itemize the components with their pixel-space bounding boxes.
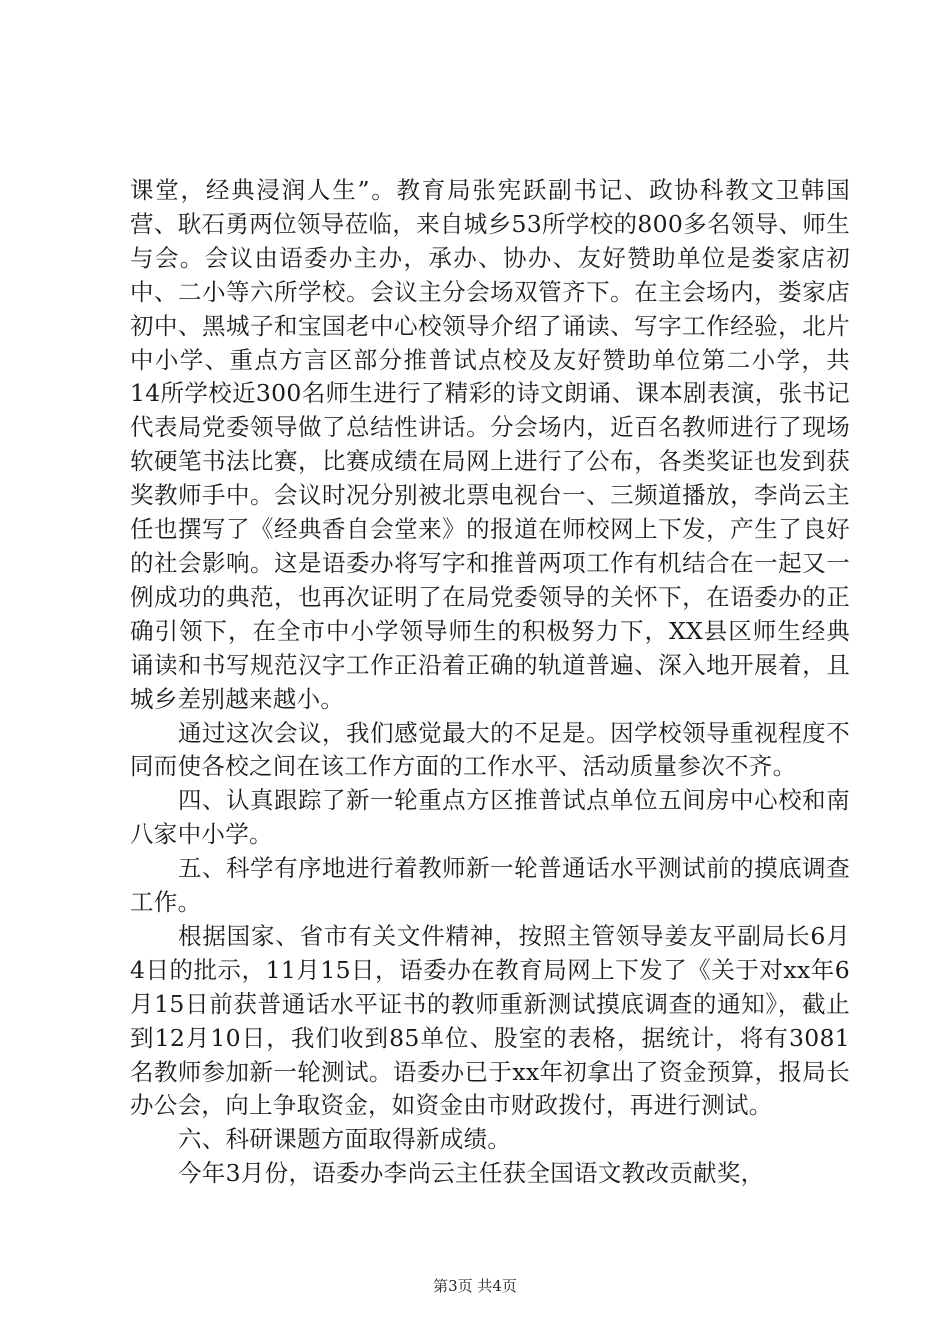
paragraph-meeting-shortcoming: 通过这次会议，我们感觉最大的不足是。因学校领导重视程度不同而使各校之间在该工作方面的工作水平、活动质量参次不齐。 bbox=[130, 718, 850, 781]
document-body bbox=[130, 174, 850, 1191]
paragraph-section-six: 六、科研课题方面取得新成绩。 bbox=[178, 1125, 512, 1154]
page-number-footer: 第3页 共4页 bbox=[433, 1277, 517, 1295]
paragraph-section-five: 五、科学有序地进行着教师新一轮普通话水平测试前的摸底调查工作。 bbox=[130, 854, 850, 917]
paragraph-survey-details: 根据国家、省市有关文件精神，按照主管领导姜友平副局长6月4日的批示，11月15日，语委办在教育局网上下发了《关于对xx年6月15日前获普通话水平证书的教师重新测试摸底调查的通知》，截止到12月10日，我们收到85单位、股室的表格，据统计，将有3081名教师参加新一轮测试。语委办已于xx年初拿出了资金预算，报局长办公会，向上争取资金，如资金由市财政拨付，再进行测试。 bbox=[130, 921, 850, 1120]
paragraph-award: 今年3月份，语委办李尚云主任获全国语文教改贡献奖， bbox=[178, 1159, 765, 1188]
paragraph-section-four: 四、认真跟踪了新一轮重点方区推普试点单位五间房中心校和南八家中小学。 bbox=[130, 786, 850, 849]
paragraph-continued: 课堂，经典浸润人生”。教育局张宪跃副书记、政协科教文卫韩国营、耿石勇两位领导莅临，来自城乡53所学校的800多名领导、师生与会。会议由语委办主办，承办、协办、友好赞助单位是娄家店初中、二小等六所学校。会议主分会场双管齐下。在主会场内，娄家店初中、黑城子和宝国老中心校领导介绍了诵读、写字工作经验，北片中小学、重点方言区部分推普试点校及友好赞助单位第二小学，共14所学校近300名师生进行了精彩的诗文朗诵、课本剧表演，张书记代表局党委领导做了总结性讲话。分会场内，近百名教师进行了现场软硬笔书法比赛，比赛成绩在局网上进行了公布，各类奖证也发到获奖教师手中。会议时况分别被北票电视台一、三频道播放，李尚云主任也撰写了《经典香自会堂来》的报道在师校网上下发，产生了良好的社会影响。这是语委办将写字和推普两项工作有机结合在一起又一例成功的典范，也再次证明了在局党委领导的关怀下，在语委办的正确引领下，在全市中小学领导师生的积极努力下，XX县区师生经典诵读和书写规范汉字工作正沿着正确的轨道普遍、深入地开展着，且城乡差别越来越小。 bbox=[130, 176, 850, 713]
